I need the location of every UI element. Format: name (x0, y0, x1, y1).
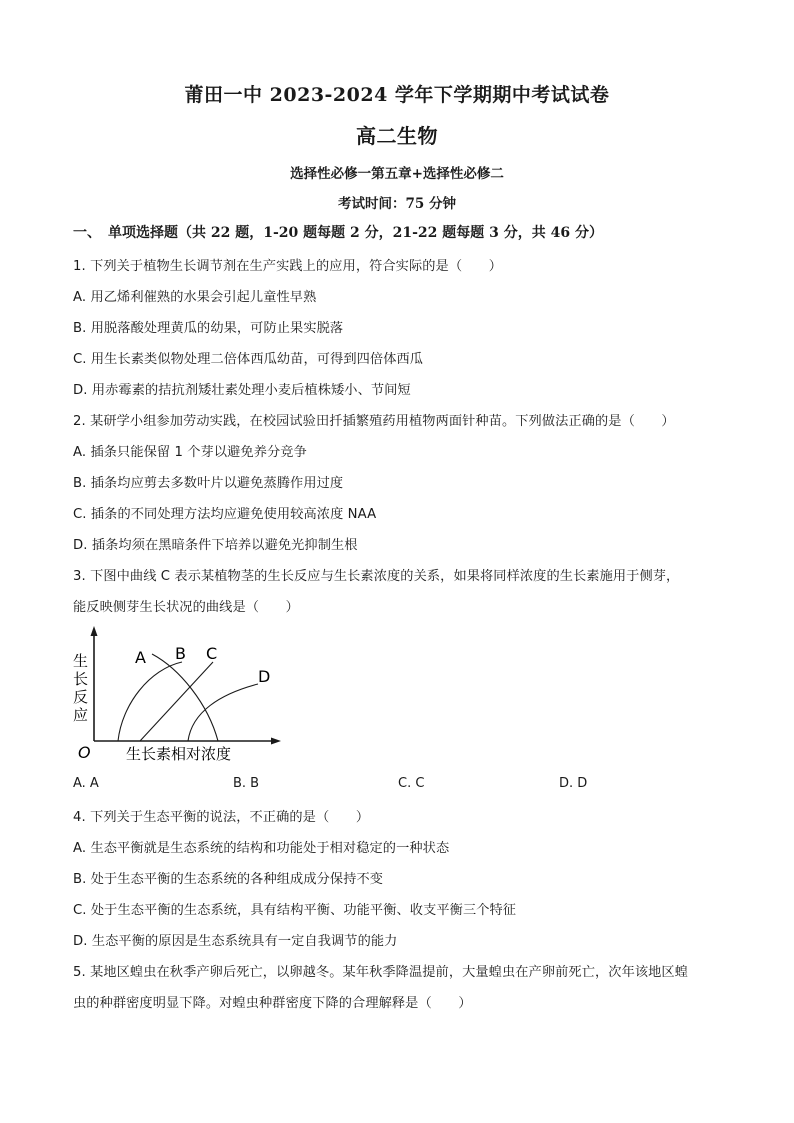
q3-choice-a: A. A (73, 776, 99, 791)
q1-option-c: C. 用生长素类似物处理二倍体西瓜幼苗，可得到四倍体西瓜 (73, 352, 424, 367)
q1-option-a: A. 用乙烯利催熟的水果会引起儿童性早熟 (73, 290, 317, 305)
curve-c (140, 662, 213, 741)
q3-stem-line1: 3. 下图中曲线 C 表示某植物茎的生长反应与生长素浓度的关系，如果将同样浓度的生长素施用于侧芽， (73, 569, 680, 584)
curve-d (188, 684, 258, 741)
curve-label-b: B (175, 644, 186, 663)
y-label-char: 应 (73, 706, 89, 724)
q1-stem: 1. 下列关于植物生长调节剂在生产实践上的应用，符合实际的是（ ） (73, 259, 502, 274)
y-axis-arrow (91, 626, 98, 636)
q4-option-b: B. 处于生态平衡的生态系统的各种组成成分保持不变 (73, 872, 384, 887)
q1-option-d: D. 用赤霉素的拮抗剂矮壮素处理小麦后植株矮小、节间短 (73, 383, 411, 398)
q5-stem-line1: 5. 某地区蝗虫在秋季产卵后死亡，以卵越冬。某年秋季降温提前，大量蝗虫在产卵前死亡，次年该地区蝗 (73, 965, 689, 980)
exam-scope: 选择性必修一第五章+选择性必修二 (290, 166, 504, 182)
y-label-char: 长 (73, 670, 89, 688)
q4-stem: 4. 下列关于生态平衡的说法，不正确的是（ ） (73, 810, 370, 825)
q2-option-d: D. 插条均须在黑暗条件下培养以避免光抑制生根 (73, 538, 358, 553)
q2-stem: 2. 某研学小组参加劳动实践，在校园试验田扦插繁殖药用植物两面针种苗。下列做法正确的是（ ） (73, 414, 675, 429)
q5-stem-line2: 虫的种群密度明显下降。对蝗虫种群密度下降的合理解释是（ ） (73, 996, 472, 1011)
q2-option-b: B. 插条均应剪去多数叶片以避免蒸腾作用过度 (73, 476, 344, 491)
q2-option-c: C. 插条的不同处理方法均应避免使用较高浓度 NAA (73, 507, 377, 522)
q3-choice-d: D. D (559, 776, 588, 791)
q3-choice-c: C. C (398, 776, 425, 791)
curve-label-a: A (135, 648, 146, 667)
y-label-char: 反 (73, 688, 89, 706)
q4-option-d: D. 生态平衡的原因是生态系统具有一定自我调节的能力 (73, 934, 398, 949)
exam-subject: 高二生物 (356, 124, 438, 148)
q3-stem-line2: 能反映侧芽生长状况的曲线是（ ） (73, 600, 299, 615)
x-axis-arrow (271, 738, 281, 745)
q1-option-b: B. 用脱落酸处理黄瓜的幼果，可防止果实脱落 (73, 321, 344, 336)
y-label-char: 生 (73, 652, 89, 670)
q3-choice-b: B. B (233, 776, 260, 791)
x-label: 生长素相对浓度 (126, 745, 232, 763)
exam-title: 莆田一中 2023-2024 学年下学期期中考试试卷 (184, 84, 610, 106)
q4-option-c: C. 处于生态平衡的生态系统，具有结构平衡、功能平衡、收支平衡三个特征 (73, 903, 517, 918)
q3-choices (0, 776, 794, 796)
curve-label-c: C (206, 644, 218, 663)
q2-option-a: A. 插条只能保留 1 个芽以避免养分竞争 (73, 445, 307, 460)
q3-figure (70, 624, 285, 766)
exam-duration: 考试时间：75 分钟 (338, 196, 456, 212)
section-heading: 一、 单项选择题（共 22 题，1-20 题每题 2 分，21-22 题每题 3 分，共 46 分） (73, 225, 603, 241)
q4-option-a: A. 生态平衡就是生态系统的结构和功能处于相对稳定的一种状态 (73, 841, 450, 856)
curve-a (118, 662, 182, 741)
origin-label: O (78, 743, 91, 762)
curve-label-d: D (258, 667, 271, 686)
